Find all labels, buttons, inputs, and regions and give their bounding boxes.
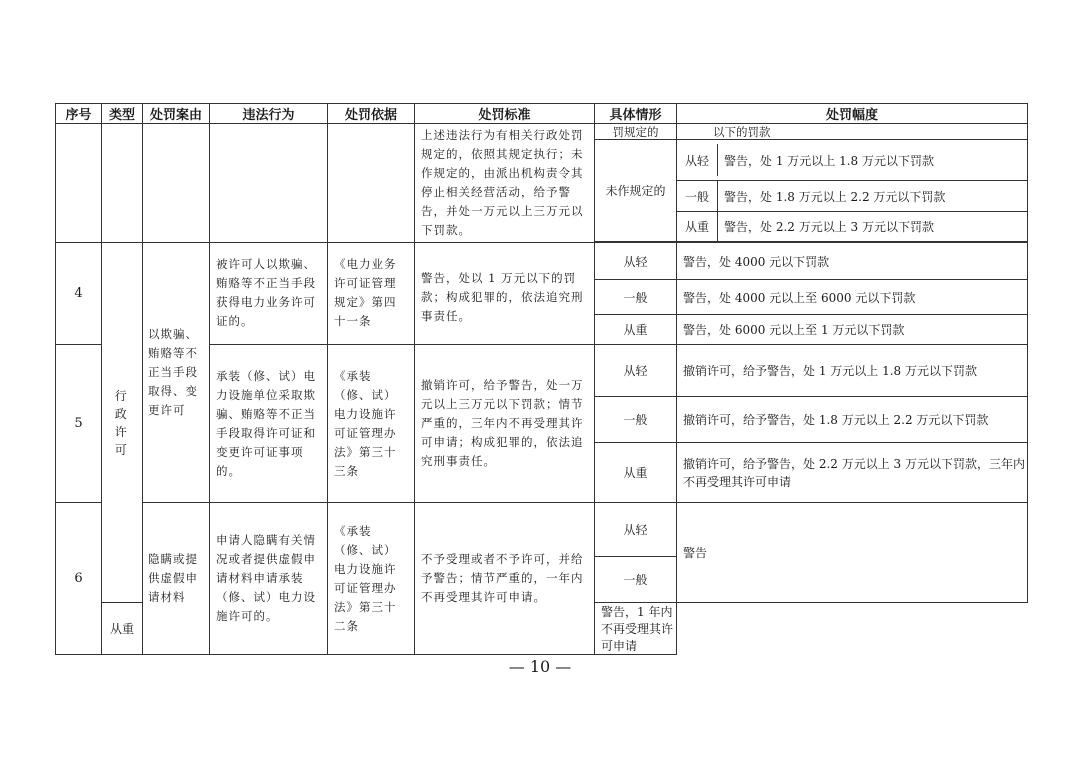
- cell-range: 撤销许可，给予警告，处 1.8 万元以上 2.2 万元以下罚款: [677, 397, 1028, 443]
- cell-act: 申请人隐瞒有关情况或者提供虚假申请材料申请承装（修、试）电力设施许可的。: [210, 503, 328, 655]
- cell-range-text: 警告，处 2.2 万元以上 3 万元以下罚款: [724, 220, 934, 234]
- penalty-table: [55, 103, 1028, 655]
- cell-range: [677, 181, 1028, 212]
- cell-level: 一般: [595, 557, 677, 603]
- cell-act: 承装（修、试）电力设施单位采取欺骗、贿赂等不正当手段取得许可证和变更许可证事项的。: [210, 345, 328, 503]
- cell-range: 以下的罚款: [677, 124, 1028, 140]
- cell-act: 被许可人以欺骗、贿赂等不正当手段获得电力业务许可证的。: [210, 243, 328, 345]
- cell-type: 行政许可: [102, 243, 143, 603]
- table-row: [56, 503, 1028, 557]
- cell-empty: [328, 124, 415, 243]
- cell-level: 从重: [102, 603, 143, 655]
- header-cause: 处罚案由: [143, 104, 210, 124]
- cell-level: 从重: [595, 443, 677, 503]
- cell-cause: 以欺骗、贿赂等不正当手段取得、变更许可: [143, 243, 210, 503]
- cell-level: 一般: [677, 181, 718, 211]
- cell-level: 从轻: [595, 243, 677, 280]
- header-basis: 处罚依据: [328, 104, 415, 124]
- cell-level: 从重: [595, 315, 677, 345]
- cell-range: 警告: [677, 503, 1028, 603]
- header-range: 处罚幅度: [677, 104, 1028, 124]
- cell-range: 警告，处 4000 元以下罚款: [677, 243, 1028, 280]
- header-act: 违法行为: [210, 104, 328, 124]
- header-standard: 处罚标准: [415, 104, 595, 124]
- cell-empty: [56, 124, 102, 243]
- cell-standard: 警告，处以 1 万元以下的罚款；构成犯罪的，依法追究刑事责任。: [415, 243, 595, 345]
- table-row: [56, 243, 1028, 280]
- cell-level: 一般: [595, 397, 677, 443]
- cell-range: 警告，1 年内不再受理其许可申请: [595, 603, 677, 655]
- cell-range: 警告，处 6000 元以上至 1 万元以下罚款: [677, 315, 1028, 345]
- cell-basis: 《电力业务许可证管理规定》第四十一条: [328, 243, 415, 345]
- cell-num: 6: [56, 503, 102, 655]
- table-row: [56, 124, 1028, 140]
- cell-range: 撤销许可，给予警告，处 2.2 万元以上 3 万元以下罚款，三年内不再受理其许可申请: [677, 443, 1028, 503]
- cell-level: 一般: [595, 280, 677, 315]
- cell-level: 从轻: [595, 503, 677, 557]
- cell-range-text: 警告，处 1.8 万元以上 2.2 万元以下罚款: [724, 189, 946, 204]
- cell-cause: 隐瞒或提供虚假申请材料: [143, 503, 210, 655]
- cell-level: 从轻: [595, 345, 677, 397]
- header-situation: 具体情形: [595, 104, 677, 124]
- cell-range: 警告，处 4000 元以上至 6000 元以下罚款: [677, 280, 1028, 315]
- header-row: [56, 104, 1028, 124]
- cell-basis: 《承装（修、试）电力设施许可证管理办法》第三十三条: [328, 345, 415, 503]
- cell-range: [677, 140, 1028, 181]
- header-num: 序号: [56, 104, 102, 124]
- cell-range: 撤销许可，给予警告，处 1 万元以上 1.8 万元以下罚款: [677, 345, 1028, 397]
- cell-empty: [210, 124, 328, 243]
- cell-empty: [143, 124, 210, 243]
- cell-standard: 上述违法行为有相关行政处罚规定的，依照其规定执行；未作规定的，由派出机构责令其停止相关经营活动，给予警告，并处一万元以上三万元以下罚款。: [415, 124, 595, 243]
- cell-empty: [102, 124, 143, 243]
- cell-situation: 罚规定的: [595, 124, 677, 140]
- header-type: 类型: [102, 104, 143, 124]
- cell-level: 从轻: [677, 144, 718, 176]
- cell-basis: 《承装（修、试）电力设施许可证管理办法》第三十二条: [328, 503, 415, 655]
- cell-situation: 未作规定的: [595, 140, 677, 242]
- page-number: — 10 —: [508, 657, 572, 676]
- cell-num: 5: [56, 345, 102, 503]
- cell-range: [677, 212, 1028, 242]
- cell-num: 4: [56, 243, 102, 345]
- cell-level: 从重: [677, 212, 718, 241]
- cell-range-text: 警告，处 1 万元以上 1.8 万元以下罚款: [724, 153, 934, 168]
- cell-standard: 不予受理或者不予许可，并给予警告；情节严重的，一年内不再受理其许可申请。: [415, 503, 595, 655]
- cell-standard: 撤销许可，给予警告，处一万元以上三万元以下罚款；情节严重的，三年内不再受理其许可申请；构成犯罪的，依法追究刑事责任。: [415, 345, 595, 503]
